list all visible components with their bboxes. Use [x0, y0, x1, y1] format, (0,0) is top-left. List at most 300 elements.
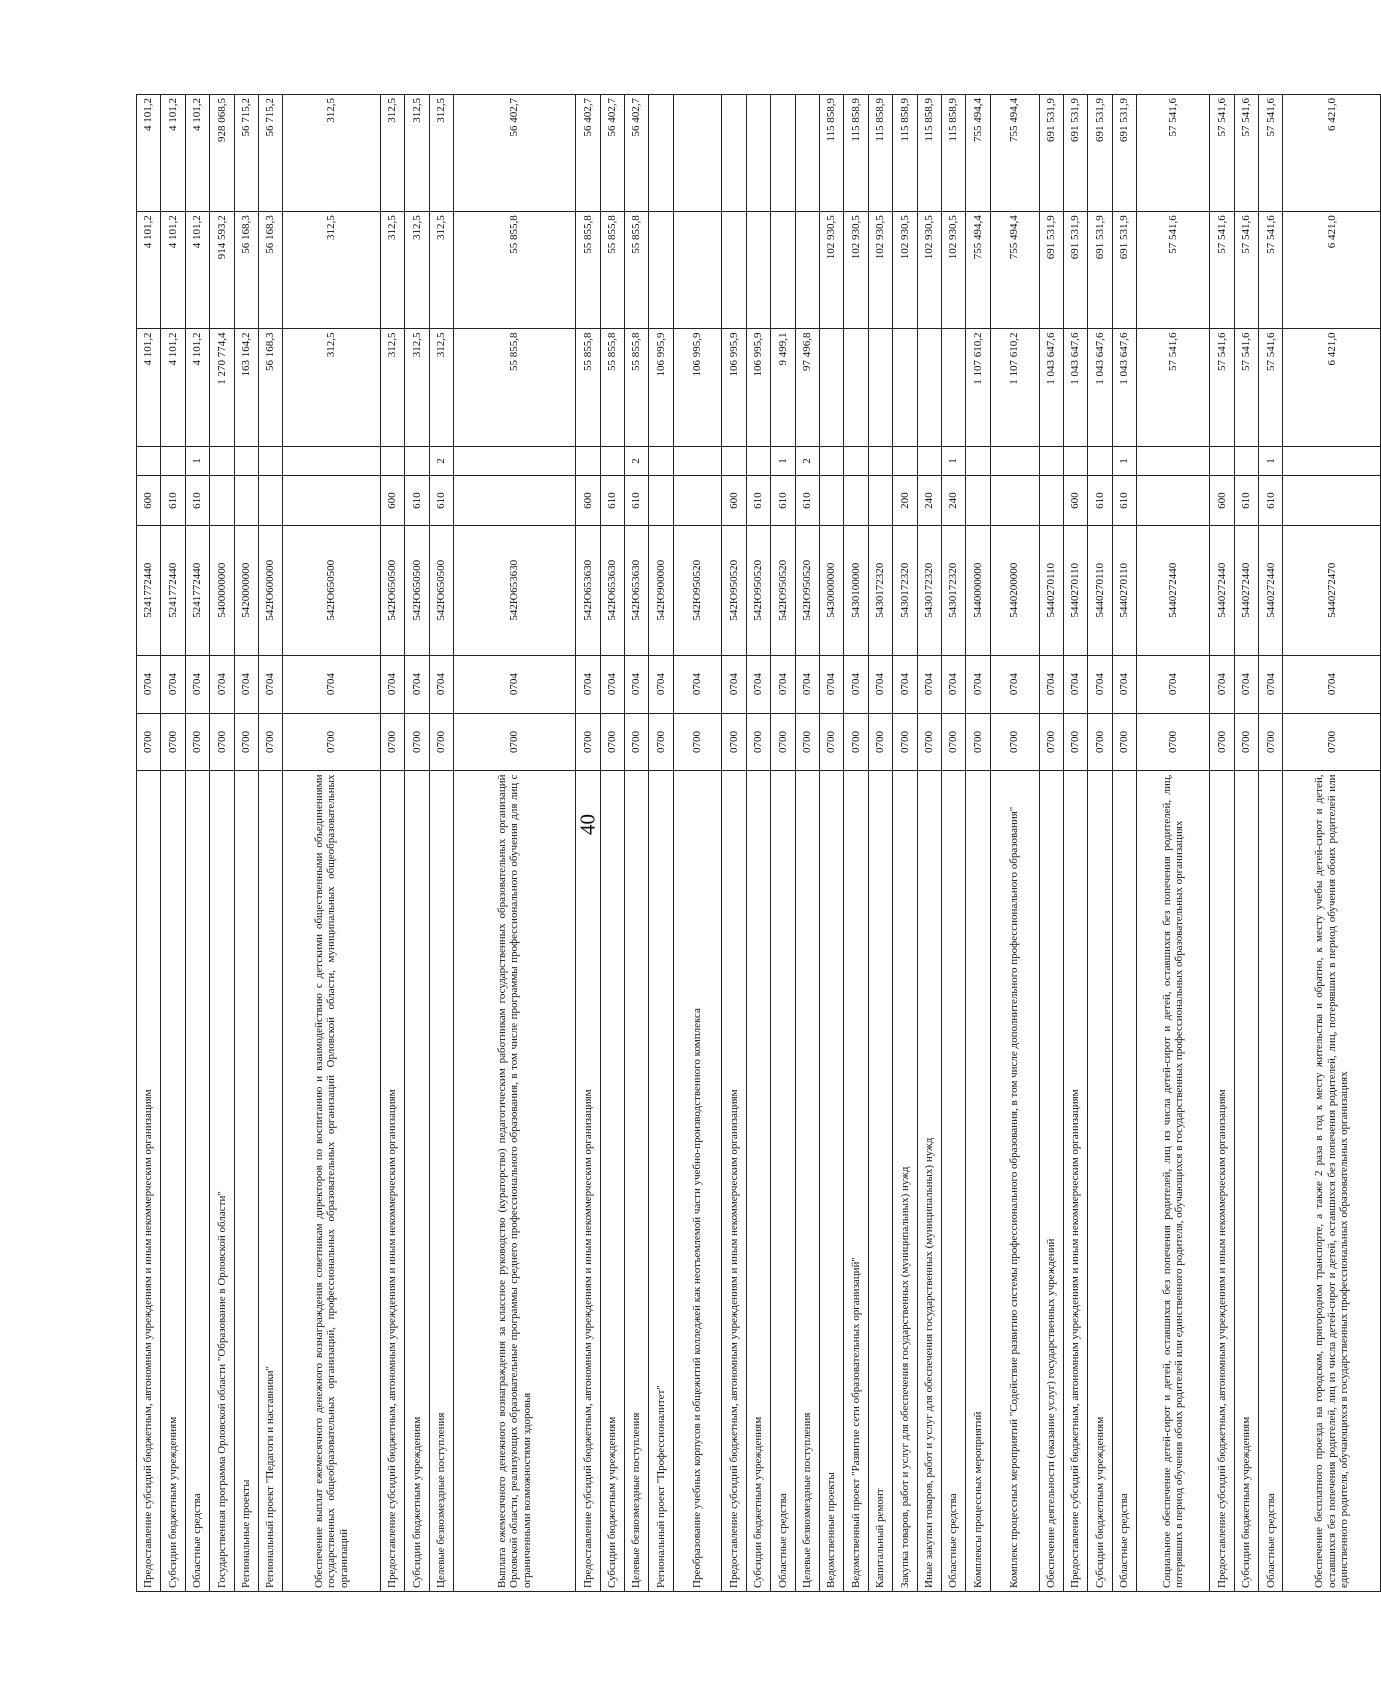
section-code-cell: 0700	[576, 713, 600, 771]
subsection-code-cell: 0704	[990, 655, 1039, 713]
subsection-code-cell: 0704	[429, 655, 453, 713]
table-row	[185, 95, 209, 1592]
section-code-cell: 0700	[1234, 713, 1258, 771]
item-name-cell: Ведомственные проекты	[820, 771, 844, 1592]
funding-source-cell	[600, 446, 624, 476]
subsection-code-cell: 0704	[966, 655, 990, 713]
amount-year3-cell	[649, 95, 673, 212]
funding-source-cell	[893, 446, 917, 476]
amount-year2-cell: 55 855,8	[624, 212, 648, 329]
expense-type-cell	[210, 476, 234, 525]
table-row	[161, 95, 185, 1592]
expense-type-cell: 610	[405, 476, 429, 525]
target-article-cell: 5440000000	[966, 525, 990, 655]
section-code-cell: 0700	[795, 713, 819, 771]
item-name-cell: Целевые безвозмездные поступления	[795, 771, 819, 1592]
amount-year2-cell	[722, 212, 746, 329]
table-row	[746, 95, 770, 1592]
amount-year3-cell: 691 531,9	[1112, 95, 1136, 212]
funding-source-cell	[1234, 446, 1258, 476]
section-code-cell: 0700	[234, 713, 258, 771]
item-name-cell: Ведомственный проект "Развитие сети образовательных организаций"	[844, 771, 868, 1592]
amount-year3-cell: 115 858,9	[917, 95, 941, 212]
subsection-code-cell: 0704	[820, 655, 844, 713]
subsection-code-cell: 0704	[454, 655, 576, 713]
amount-year1-cell: 4 101,2	[161, 329, 185, 446]
subsection-code-cell: 0704	[210, 655, 234, 713]
section-code-cell: 0700	[1210, 713, 1234, 771]
target-article-cell: 5440270110	[1088, 525, 1112, 655]
expense-type-cell	[454, 476, 576, 525]
funding-source-cell: 1	[1259, 446, 1283, 476]
amount-year1-cell	[868, 329, 892, 446]
funding-source-cell: 2	[624, 446, 648, 476]
amount-year1-cell: 163 164,2	[234, 329, 258, 446]
table-row	[722, 95, 746, 1592]
item-name-cell: Региональные проекты	[234, 771, 258, 1592]
amount-year2-cell: 102 930,5	[820, 212, 844, 329]
target-article-cell: 5400000000	[210, 525, 234, 655]
section-code-cell: 0700	[161, 713, 185, 771]
amount-year2-cell	[649, 212, 673, 329]
amount-year1-cell: 57 541,6	[1234, 329, 1258, 446]
subsection-code-cell: 0704	[234, 655, 258, 713]
expense-type-cell: 600	[137, 476, 161, 525]
table-row	[917, 95, 941, 1592]
amount-year3-cell: 691 531,9	[1088, 95, 1112, 212]
section-code-cell: 0700	[868, 713, 892, 771]
expense-type-cell	[990, 476, 1039, 525]
subsection-code-cell: 0704	[576, 655, 600, 713]
section-code-cell: 0700	[917, 713, 941, 771]
amount-year2-cell: 6 421,0	[1283, 212, 1381, 329]
table-row	[1283, 95, 1381, 1592]
amount-year1-cell: 1 270 774,4	[210, 329, 234, 446]
funding-source-cell	[917, 446, 941, 476]
item-name-cell: Субсидии бюджетным учреждениям	[1088, 771, 1112, 1592]
subsection-code-cell: 0704	[1088, 655, 1112, 713]
amount-year3-cell: 56 402,7	[576, 95, 600, 212]
amount-year2-cell: 4 101,2	[137, 212, 161, 329]
expense-type-cell: 600	[380, 476, 404, 525]
amount-year3-cell: 755 494,4	[990, 95, 1039, 212]
amount-year1-cell: 106 995,9	[722, 329, 746, 446]
amount-year3-cell: 6 421,0	[1283, 95, 1381, 212]
item-name-cell: Предоставление субсидий бюджетным, автономным учреждениям и иным некоммерческим организациям	[137, 771, 161, 1592]
expense-type-cell: 610	[185, 476, 209, 525]
item-name-cell: Областные средства	[1259, 771, 1283, 1592]
section-code-cell: 0700	[600, 713, 624, 771]
item-name-cell: Субсидии бюджетным учреждениям	[405, 771, 429, 1592]
amount-year1-cell: 106 995,9	[673, 329, 722, 446]
amount-year2-cell: 57 541,6	[1137, 212, 1210, 329]
subsection-code-cell: 0704	[941, 655, 965, 713]
amount-year3-cell: 4 101,2	[161, 95, 185, 212]
section-code-cell: 0700	[405, 713, 429, 771]
amount-year2-cell: 57 541,6	[1210, 212, 1234, 329]
item-name-cell: Субсидии бюджетным учреждениям	[161, 771, 185, 1592]
subsection-code-cell: 0704	[893, 655, 917, 713]
subsection-code-cell: 0704	[161, 655, 185, 713]
budget-table	[136, 94, 1381, 1592]
funding-source-cell	[161, 446, 185, 476]
item-name-cell: Областные средства	[1112, 771, 1136, 1592]
expense-type-cell: 610	[746, 476, 770, 525]
funding-source-cell	[1137, 446, 1210, 476]
target-article-cell: 5430100000	[844, 525, 868, 655]
subsection-code-cell: 0704	[673, 655, 722, 713]
amount-year2-cell: 102 930,5	[941, 212, 965, 329]
target-article-cell: 5430172320	[893, 525, 917, 655]
target-article-cell: 5440270110	[1112, 525, 1136, 655]
target-article-cell: 542Ю650500	[380, 525, 404, 655]
amount-year2-cell: 312,5	[405, 212, 429, 329]
table-row	[795, 95, 819, 1592]
subsection-code-cell: 0704	[1137, 655, 1210, 713]
amount-year1-cell: 57 541,6	[1210, 329, 1234, 446]
table-row	[1039, 95, 1063, 1592]
subsection-code-cell: 0704	[1259, 655, 1283, 713]
expense-type-cell: 610	[771, 476, 795, 525]
amount-year3-cell	[722, 95, 746, 212]
section-code-cell: 0700	[258, 713, 282, 771]
amount-year1-cell: 312,5	[429, 329, 453, 446]
table-row	[1063, 95, 1087, 1592]
subsection-code-cell: 0704	[1063, 655, 1087, 713]
section-code-cell: 0700	[1088, 713, 1112, 771]
item-name-cell: Обеспечение бесплатного проезда на городском, пригородном транспорте, а также 2 раза в год к месту жительства и обратно, к месту учебы детей-сирот и детей, оставшихся без попечения родителей, лиц из числа детей-сирот и детей, оставшихся без попечения родителей, лиц, потерявших в период обучения обоих родителей или единственного родителя, обучающихся в государственных профессиональных образовательных организациях	[1283, 771, 1381, 1592]
funding-source-cell	[1063, 446, 1087, 476]
amount-year3-cell: 57 541,6	[1259, 95, 1283, 212]
section-code-cell: 0700	[990, 713, 1039, 771]
amount-year1-cell	[820, 329, 844, 446]
amount-year1-cell	[844, 329, 868, 446]
item-name-cell: Предоставление субсидий бюджетным, автономным учреждениям и иным некоммерческим организациям	[380, 771, 404, 1592]
amount-year3-cell: 115 858,9	[820, 95, 844, 212]
funding-source-cell: 1	[185, 446, 209, 476]
expense-type-cell: 600	[722, 476, 746, 525]
amount-year2-cell: 691 531,9	[1088, 212, 1112, 329]
target-article-cell: 5430172320	[941, 525, 965, 655]
item-name-cell: Капитальный ремонт	[868, 771, 892, 1592]
item-name-cell: Комплекс процессных мероприятий "Содействие развитию системы профессионального образования, в том числе дополнительного профессионального образования"	[990, 771, 1039, 1592]
table-row	[868, 95, 892, 1592]
expense-type-cell: 610	[1112, 476, 1136, 525]
funding-source-cell	[1039, 446, 1063, 476]
table-row	[283, 95, 381, 1592]
subsection-code-cell: 0704	[844, 655, 868, 713]
table-row	[1259, 95, 1283, 1592]
funding-source-cell: 2	[795, 446, 819, 476]
item-name-cell: Целевые безвозмездные поступления	[429, 771, 453, 1592]
section-code-cell: 0700	[429, 713, 453, 771]
section-code-cell: 0700	[185, 713, 209, 771]
target-article-cell: 542Ю653630	[576, 525, 600, 655]
funding-source-cell	[576, 446, 600, 476]
amount-year3-cell	[673, 95, 722, 212]
expense-type-cell	[283, 476, 381, 525]
amount-year3-cell: 312,5	[405, 95, 429, 212]
target-article-cell: 542Ю900000	[649, 525, 673, 655]
target-article-cell: 5440272440	[1259, 525, 1283, 655]
target-article-cell: 5440270110	[1063, 525, 1087, 655]
table-row	[1210, 95, 1234, 1592]
expense-type-cell	[820, 476, 844, 525]
funding-source-cell	[966, 446, 990, 476]
target-article-cell: 542Ю950520	[795, 525, 819, 655]
funding-source-cell: 1	[941, 446, 965, 476]
subsection-code-cell: 0704	[795, 655, 819, 713]
amount-year2-cell: 4 101,2	[161, 212, 185, 329]
amount-year3-cell: 56 715,2	[258, 95, 282, 212]
section-code-cell: 0700	[454, 713, 576, 771]
item-name-cell: Закупка товаров, работ и услуг для обеспечения государственных (муниципальных) нужд	[893, 771, 917, 1592]
item-name-cell: Целевые безвозмездные поступления	[624, 771, 648, 1592]
item-name-cell: Предоставление субсидий бюджетным, автономным учреждениям и иным некоммерческим организациям	[576, 771, 600, 1592]
item-name-cell: Преобразование учебных корпусов и общежитий колледжей как неотъемлемой части учебно-производственного комплекса	[673, 771, 722, 1592]
amount-year2-cell: 56 168,3	[234, 212, 258, 329]
expense-type-cell: 600	[1063, 476, 1087, 525]
target-article-cell: 542Ю650500	[283, 525, 381, 655]
item-name-cell: Комплексы процессных мероприятий	[966, 771, 990, 1592]
amount-year3-cell: 312,5	[380, 95, 404, 212]
expense-type-cell: 600	[576, 476, 600, 525]
target-article-cell: 5241772440	[185, 525, 209, 655]
subsection-code-cell: 0704	[380, 655, 404, 713]
item-name-cell: Субсидии бюджетным учреждениям	[1234, 771, 1258, 1592]
expense-type-cell: 610	[161, 476, 185, 525]
amount-year2-cell: 312,5	[429, 212, 453, 329]
target-article-cell: 542Ю950520	[722, 525, 746, 655]
target-article-cell: 542Ю653630	[624, 525, 648, 655]
amount-year3-cell: 56 402,7	[624, 95, 648, 212]
amount-year3-cell: 115 858,9	[941, 95, 965, 212]
amount-year1-cell	[941, 329, 965, 446]
item-name-cell: Региональный проект "Профессионалитет"	[649, 771, 673, 1592]
section-code-cell: 0700	[210, 713, 234, 771]
amount-year3-cell: 56 402,7	[454, 95, 576, 212]
table-row	[844, 95, 868, 1592]
section-code-cell: 0700	[1063, 713, 1087, 771]
table-row	[990, 95, 1039, 1592]
item-name-cell: Областные средства	[771, 771, 795, 1592]
item-name-cell: Государственная программа Орловской области "Образование в Орловской области"	[210, 771, 234, 1592]
amount-year3-cell: 115 858,9	[868, 95, 892, 212]
section-code-cell: 0700	[746, 713, 770, 771]
item-name-cell: Областные средства	[185, 771, 209, 1592]
amount-year2-cell: 102 930,5	[868, 212, 892, 329]
funding-source-cell	[405, 446, 429, 476]
amount-year1-cell: 55 855,8	[624, 329, 648, 446]
subsection-code-cell: 0704	[624, 655, 648, 713]
amount-year1-cell: 1 043 647,6	[1112, 329, 1136, 446]
funding-source-cell: 1	[771, 446, 795, 476]
funding-source-cell	[673, 446, 722, 476]
amount-year2-cell: 4 101,2	[185, 212, 209, 329]
amount-year3-cell	[771, 95, 795, 212]
table-row	[429, 95, 453, 1592]
amount-year2-cell: 102 930,5	[893, 212, 917, 329]
amount-year1-cell: 1 107 610,2	[990, 329, 1039, 446]
amount-year1-cell: 106 995,9	[649, 329, 673, 446]
expense-type-cell	[1137, 476, 1210, 525]
expense-type-cell	[1283, 476, 1381, 525]
amount-year2-cell	[771, 212, 795, 329]
amount-year1-cell: 312,5	[283, 329, 381, 446]
table-row	[454, 95, 576, 1592]
item-name-cell: Выплата ежемесячного денежного вознаграждения за классное руководство (кураторство) педагогическим работникам государственных образовательных организаций Орловской области, реализующих образовательные программы среднего профессионального образования, в том числе программы профессионального обучения для лиц с ограниченными возможностями здоровья	[454, 771, 576, 1592]
target-article-cell: 5430000000	[820, 525, 844, 655]
subsection-code-cell: 0704	[1210, 655, 1234, 713]
table-row	[893, 95, 917, 1592]
table-row	[210, 95, 234, 1592]
target-article-cell: 542Ю650500	[405, 525, 429, 655]
amount-year1-cell: 1 107 610,2	[966, 329, 990, 446]
item-name-cell: Социальное обеспечение детей-сирот и детей, оставшихся без попечения родителей, лиц из числа детей-сирот и детей, оставшихся без попечения родителей, лиц, потерявших в период обучения обоих родителей или единственного родителя, обучающихся в государственных профессиональных образовательных организациях	[1137, 771, 1210, 1592]
funding-source-cell	[844, 446, 868, 476]
amount-year2-cell: 755 494,4	[990, 212, 1039, 329]
amount-year2-cell: 55 855,8	[576, 212, 600, 329]
expense-type-cell: 610	[600, 476, 624, 525]
amount-year3-cell: 312,5	[283, 95, 381, 212]
amount-year3-cell: 56 715,2	[234, 95, 258, 212]
subsection-code-cell: 0704	[868, 655, 892, 713]
section-code-cell: 0700	[1112, 713, 1136, 771]
amount-year3-cell: 928 068,5	[210, 95, 234, 212]
table-row	[137, 95, 161, 1592]
expense-type-cell	[1039, 476, 1063, 525]
expense-type-cell: 610	[1259, 476, 1283, 525]
table-row	[1137, 95, 1210, 1592]
target-article-cell: 5430172320	[868, 525, 892, 655]
amount-year1-cell: 1 043 647,6	[1039, 329, 1063, 446]
subsection-code-cell: 0704	[1234, 655, 1258, 713]
amount-year1-cell: 4 101,2	[137, 329, 161, 446]
section-code-cell: 0700	[649, 713, 673, 771]
funding-source-cell	[820, 446, 844, 476]
target-article-cell: 5440272440	[1210, 525, 1234, 655]
funding-source-cell	[649, 446, 673, 476]
funding-source-cell	[283, 446, 381, 476]
section-code-cell: 0700	[283, 713, 381, 771]
item-name-cell: Обеспечение выплат ежемесячного денежного вознаграждения советникам директоров по воспитанию и взаимодействию с детскими общественными объединениями государственных общеобразовательных организаций, профессиональных образовательных организаций Орловской области, муниципальных общеобразовательных организаций	[283, 771, 381, 1592]
subsection-code-cell: 0704	[771, 655, 795, 713]
amount-year3-cell: 57 541,6	[1210, 95, 1234, 212]
item-name-cell: Субсидии бюджетным учреждениям	[600, 771, 624, 1592]
amount-year2-cell	[746, 212, 770, 329]
item-name-cell: Предоставление субсидий бюджетным, автономным учреждениям и иным некоммерческим организациям	[722, 771, 746, 1592]
subsection-code-cell: 0704	[722, 655, 746, 713]
section-code-cell: 0700	[1039, 713, 1063, 771]
target-article-cell: 542Ю653630	[600, 525, 624, 655]
amount-year1-cell: 55 855,8	[576, 329, 600, 446]
amount-year3-cell: 4 101,2	[137, 95, 161, 212]
target-article-cell: 542Ю950520	[746, 525, 770, 655]
amount-year1-cell: 312,5	[380, 329, 404, 446]
amount-year1-cell: 56 168,3	[258, 329, 282, 446]
amount-year1-cell: 9 499,1	[771, 329, 795, 446]
table-row	[649, 95, 673, 1592]
amount-year3-cell: 312,5	[429, 95, 453, 212]
amount-year2-cell: 312,5	[380, 212, 404, 329]
expense-type-cell: 610	[1088, 476, 1112, 525]
amount-year3-cell: 115 858,9	[893, 95, 917, 212]
funding-source-cell	[990, 446, 1039, 476]
funding-source-cell: 2	[429, 446, 453, 476]
expense-type-cell: 610	[624, 476, 648, 525]
subsection-code-cell: 0704	[917, 655, 941, 713]
expense-type-cell	[868, 476, 892, 525]
amount-year3-cell: 56 402,7	[600, 95, 624, 212]
item-name-cell: Предоставление субсидий бюджетным, автономным учреждениям и иным некоммерческим организациям	[1063, 771, 1087, 1592]
table-row	[258, 95, 282, 1592]
amount-year1-cell: 106 995,9	[746, 329, 770, 446]
table-row	[966, 95, 990, 1592]
table-row	[1112, 95, 1136, 1592]
table-row	[234, 95, 258, 1592]
subsection-code-cell: 0704	[600, 655, 624, 713]
expense-type-cell	[258, 476, 282, 525]
target-article-cell: 5430172320	[917, 525, 941, 655]
table-row	[405, 95, 429, 1592]
item-name-cell: Обеспечение деятельности (оказание услуг) государственных учреждений	[1039, 771, 1063, 1592]
section-code-cell: 0700	[771, 713, 795, 771]
amount-year2-cell	[795, 212, 819, 329]
funding-source-cell	[746, 446, 770, 476]
target-article-cell: 5440272470	[1283, 525, 1381, 655]
amount-year3-cell: 57 541,6	[1137, 95, 1210, 212]
funding-source-cell	[210, 446, 234, 476]
expense-type-cell	[966, 476, 990, 525]
funding-source-cell	[258, 446, 282, 476]
section-code-cell: 0700	[1137, 713, 1210, 771]
target-article-cell: 5440200000	[990, 525, 1039, 655]
section-code-cell: 0700	[137, 713, 161, 771]
subsection-code-cell: 0704	[1283, 655, 1381, 713]
table-row	[673, 95, 722, 1592]
amount-year2-cell: 102 930,5	[844, 212, 868, 329]
subsection-code-cell: 0704	[137, 655, 161, 713]
amount-year3-cell: 691 531,9	[1063, 95, 1087, 212]
subsection-code-cell: 0704	[405, 655, 429, 713]
section-code-cell: 0700	[966, 713, 990, 771]
amount-year2-cell: 56 168,3	[258, 212, 282, 329]
expense-type-cell: 240	[917, 476, 941, 525]
expense-type-cell: 610	[429, 476, 453, 525]
amount-year1-cell: 1 043 647,6	[1063, 329, 1087, 446]
table-row	[600, 95, 624, 1592]
amount-year2-cell: 691 531,9	[1039, 212, 1063, 329]
page-number: 40	[575, 814, 600, 835]
item-name-cell: Предоставление субсидий бюджетным, автономным учреждениям и иным некоммерческим организациям	[1210, 771, 1234, 1592]
amount-year3-cell: 4 101,2	[185, 95, 209, 212]
expense-type-cell	[673, 476, 722, 525]
table-row	[941, 95, 965, 1592]
amount-year2-cell: 102 930,5	[917, 212, 941, 329]
section-code-cell: 0700	[722, 713, 746, 771]
funding-source-cell	[1210, 446, 1234, 476]
funding-source-cell	[137, 446, 161, 476]
target-article-cell: 542Ю950520	[673, 525, 722, 655]
amount-year3-cell: 115 858,9	[844, 95, 868, 212]
section-code-cell: 0700	[1259, 713, 1283, 771]
amount-year3-cell: 57 541,6	[1234, 95, 1258, 212]
subsection-code-cell: 0704	[649, 655, 673, 713]
target-article-cell: 5440272440	[1137, 525, 1210, 655]
amount-year1-cell: 1 043 647,6	[1088, 329, 1112, 446]
expense-type-cell: 600	[1210, 476, 1234, 525]
amount-year1-cell: 6 421,0	[1283, 329, 1381, 446]
